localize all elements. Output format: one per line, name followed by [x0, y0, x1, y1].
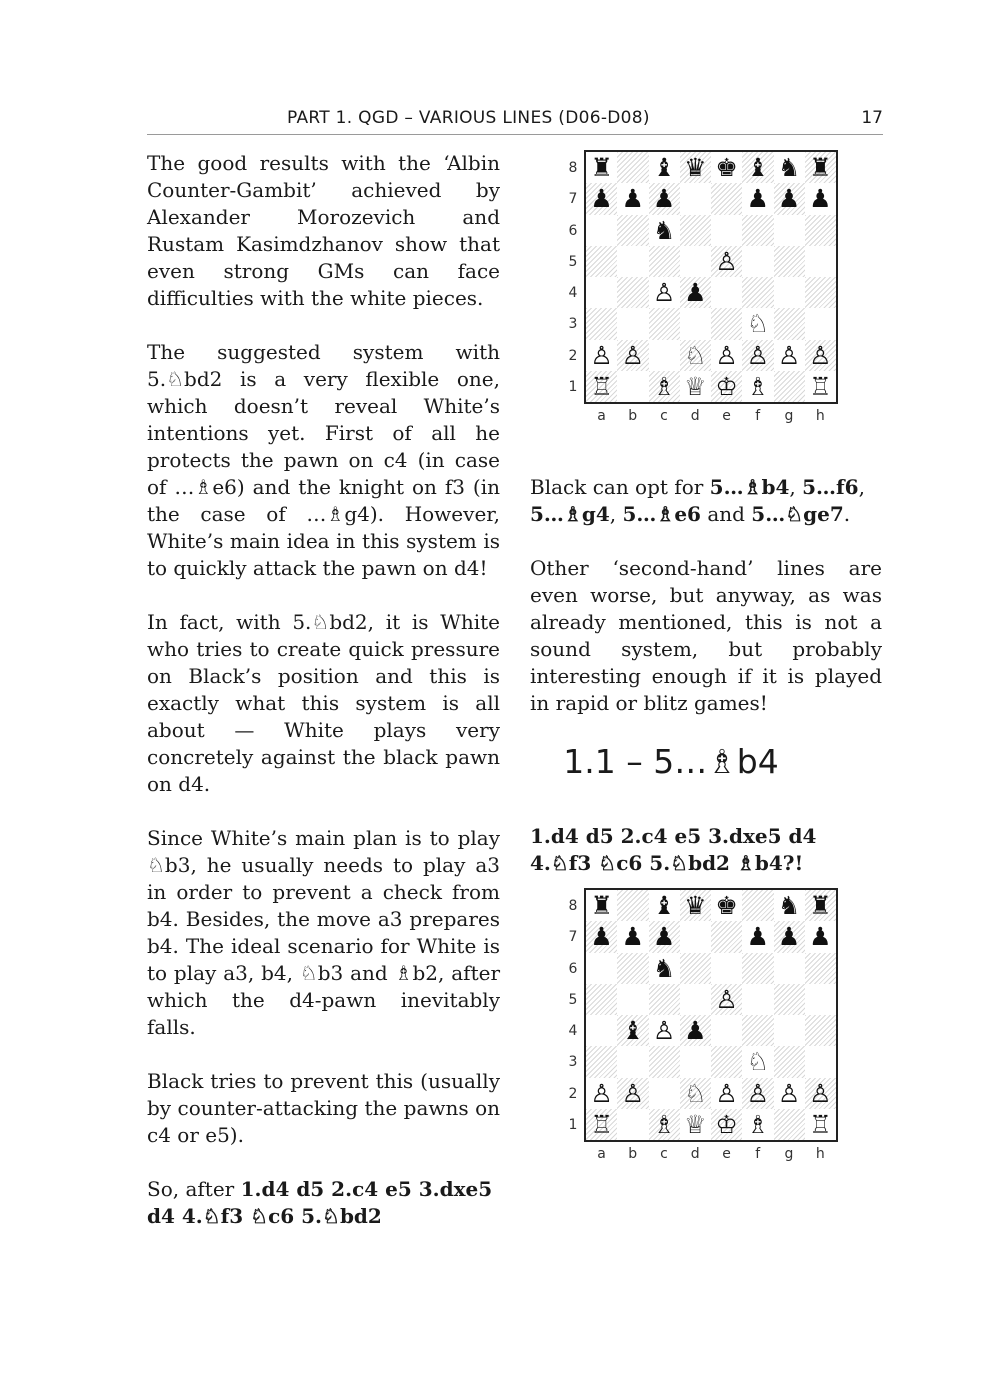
rank-label: 5 — [568, 253, 578, 270]
board-square — [742, 371, 773, 402]
chess-piece: ♚ — [715, 891, 738, 921]
board-square — [586, 277, 617, 308]
chess-piece: ♟ — [652, 184, 676, 214]
file-label: b — [628, 408, 638, 424]
rank-label: 1 — [568, 1116, 578, 1133]
chess-piece: ♙ — [715, 984, 738, 1014]
chess-piece: ♔ — [715, 371, 738, 401]
board-square — [649, 984, 680, 1015]
chess-piece: ♟ — [590, 184, 613, 214]
board-square — [649, 152, 680, 183]
board-square — [680, 371, 711, 402]
board-square — [680, 308, 711, 339]
board-square — [586, 1109, 617, 1140]
board-square — [774, 890, 805, 921]
file-label: f — [755, 1146, 761, 1162]
chess-piece: ♜ — [809, 891, 832, 921]
chess-piece: ♝ — [652, 153, 676, 183]
rank-label: 4 — [568, 285, 578, 301]
chess-piece: ♙ — [621, 1078, 645, 1108]
board-square — [680, 215, 711, 246]
board-square — [742, 1015, 773, 1046]
board-square — [617, 371, 648, 402]
rank-label: 2 — [568, 347, 578, 364]
board-square — [649, 890, 680, 921]
board-square — [649, 1109, 680, 1140]
board-square — [742, 308, 773, 339]
board-square — [805, 340, 836, 371]
file-label: a — [597, 1146, 606, 1162]
move: 5…f6 — [802, 475, 859, 499]
board-square — [711, 152, 742, 183]
rank-label: 5 — [568, 991, 578, 1008]
board-square — [617, 277, 648, 308]
board-square — [774, 340, 805, 371]
move-sequence-bold: 1.d4 d5 2.c4 e5 3.dxe5 d4 4.♘f3 ♘c6 5.♘bd2 ♗b4?! — [530, 824, 817, 875]
board-square — [805, 890, 836, 921]
board-square — [742, 1046, 773, 1077]
board-square — [774, 246, 805, 277]
chess-board — [584, 888, 838, 1142]
board-square — [649, 308, 680, 339]
chess-piece: ♞ — [777, 153, 801, 183]
chess-piece: ♟ — [684, 1016, 707, 1046]
file-label: d — [690, 1146, 700, 1162]
chess-piece: ♜ — [590, 153, 613, 183]
board-square — [742, 215, 773, 246]
board-square — [649, 1078, 680, 1109]
chess-piece: ♟ — [809, 184, 832, 214]
board-square — [805, 371, 836, 402]
chess-piece: ♟ — [809, 922, 832, 952]
board-square — [774, 921, 805, 952]
text-run: and — [700, 502, 752, 526]
chess-piece: ♙ — [809, 1078, 832, 1108]
chess-piece: ♙ — [715, 1078, 738, 1108]
chess-piece: ♗ — [746, 371, 770, 401]
board-square — [774, 152, 805, 183]
board-square — [774, 215, 805, 246]
rank-label: 8 — [568, 898, 578, 914]
file-label: c — [660, 1146, 668, 1162]
board-square — [805, 953, 836, 984]
board-square — [649, 921, 680, 952]
board-square — [617, 1109, 648, 1140]
board-square — [805, 1015, 836, 1046]
chess-piece: ♗ — [652, 1109, 676, 1139]
board-square — [617, 1046, 648, 1077]
board-square — [711, 953, 742, 984]
file-label: d — [690, 408, 700, 424]
chess-piece: ♘ — [746, 309, 770, 339]
board-square — [742, 1109, 773, 1140]
chess-piece: ♕ — [684, 1109, 707, 1139]
board-square — [742, 152, 773, 183]
board-square — [805, 1109, 836, 1140]
file-label: h — [815, 408, 825, 424]
paragraph: The good results with the ‘Albin Counter-Gambit’ achieved by Alexander Morozevich and Rustam Kasimdzhanov show that even strong GMs can face difficulties with the white pieces. — [147, 151, 500, 310]
file-label: b — [628, 1146, 638, 1162]
chess-piece: ♟ — [590, 922, 613, 952]
board-square — [649, 953, 680, 984]
board-square — [711, 308, 742, 339]
board-square — [680, 984, 711, 1015]
board-square — [586, 1015, 617, 1046]
chess-piece: ♙ — [809, 340, 832, 370]
chess-piece: ♙ — [777, 1078, 801, 1108]
board-square — [586, 152, 617, 183]
board-square — [680, 1109, 711, 1140]
paragraph — [530, 474, 882, 528]
section-heading: 1.1 – 5…♗b4 — [563, 742, 779, 781]
chess-piece: ♙ — [746, 1078, 770, 1108]
chess-piece: ♞ — [777, 891, 801, 921]
running-header — [147, 106, 883, 135]
chess-piece: ♖ — [809, 371, 832, 401]
chess-piece: ♙ — [590, 340, 613, 370]
text-run: . — [843, 502, 851, 526]
chess-piece: ♘ — [684, 340, 707, 370]
rank-label: 3 — [568, 316, 578, 333]
board-square — [774, 277, 805, 308]
board-square — [805, 246, 836, 277]
chess-piece: ♖ — [590, 371, 613, 401]
board-square — [586, 953, 617, 984]
board-square — [617, 953, 648, 984]
board-square — [649, 340, 680, 371]
paragraph-intro: So, after — [147, 1177, 241, 1201]
board-square — [649, 277, 680, 308]
board-square — [711, 215, 742, 246]
board-square — [805, 308, 836, 339]
board-square — [711, 1078, 742, 1109]
file-label: h — [815, 1146, 825, 1162]
chess-piece: ♝ — [621, 1016, 645, 1046]
board-square — [805, 152, 836, 183]
chess-piece: ♞ — [652, 215, 676, 245]
board-square — [805, 921, 836, 952]
chess-piece: ♟ — [652, 922, 676, 952]
board-square — [774, 1015, 805, 1046]
board-square — [742, 984, 773, 1015]
chess-piece: ♖ — [590, 1109, 613, 1139]
chess-piece: ♟ — [684, 278, 707, 308]
rank-label: 8 — [568, 160, 578, 176]
board-square — [649, 246, 680, 277]
board-square — [617, 183, 648, 214]
board-square — [680, 953, 711, 984]
file-label: f — [755, 408, 761, 424]
board-square — [711, 277, 742, 308]
board-square — [586, 308, 617, 339]
paragraph: In fact, with 5.♘bd2, it is White who tries to create quick pressure on Black’s position and this is exactly what this system is all about — White plays very concretely against the black pawn on d4. — [147, 610, 500, 796]
board-square — [680, 921, 711, 952]
rank-label: 7 — [568, 191, 578, 208]
move-sequence: 1.d4 d5 2.c4 e5 3.dxe5 d4 4.♘f3 ♘c6 5.♘bd2 — [147, 1177, 493, 1228]
rank-label: 4 — [568, 1023, 578, 1039]
board-square — [586, 984, 617, 1015]
board-square — [711, 1015, 742, 1046]
board-square — [711, 1046, 742, 1077]
rank-label: 3 — [568, 1054, 578, 1071]
chess-piece: ♗ — [746, 1109, 770, 1139]
board-square — [742, 246, 773, 277]
paragraph: The suggested system with 5.♘bd2 is a very flexible one, which doesn’t reveal White’s intentions yet. First of all he protects the pawn on c4 (in case of …♗e6) and the knight on f3 (in the case of …♗g4). However, White’s main idea in this system is to quickly attack the pawn on d4! — [147, 340, 500, 580]
board-square — [680, 1015, 711, 1046]
chess-piece: ♟ — [621, 922, 645, 952]
chess-piece: ♝ — [746, 153, 770, 183]
file-label: e — [722, 408, 731, 424]
move: 5…♗b4 — [709, 475, 790, 499]
board-square — [617, 308, 648, 339]
board-square — [586, 246, 617, 277]
board-square — [649, 371, 680, 402]
chess-piece: ♜ — [809, 153, 832, 183]
board-square — [711, 246, 742, 277]
board-square — [774, 953, 805, 984]
board-square — [805, 1046, 836, 1077]
board-square — [805, 215, 836, 246]
file-label: c — [660, 408, 668, 424]
chess-piece: ♚ — [715, 153, 738, 183]
file-label: g — [784, 1146, 794, 1162]
chess-piece: ♟ — [621, 184, 645, 214]
board-square — [649, 215, 680, 246]
chess-piece: ♟ — [746, 184, 770, 214]
right-column-top — [530, 474, 882, 744]
chess-piece: ♙ — [621, 340, 645, 370]
chess-piece: ♟ — [777, 184, 801, 214]
chess-piece: ♙ — [746, 340, 770, 370]
chess-piece: ♖ — [809, 1109, 832, 1139]
page-number: 17 — [861, 108, 883, 128]
running-title: PART 1. QGD – VARIOUS LINES (D06-D08) — [287, 108, 650, 128]
board-square — [617, 921, 648, 952]
board-square — [711, 1109, 742, 1140]
board-square — [586, 183, 617, 214]
board-square — [680, 340, 711, 371]
board-square — [586, 340, 617, 371]
board-square — [805, 984, 836, 1015]
file-label: a — [597, 408, 606, 424]
text-run: , — [789, 475, 803, 499]
board-square — [711, 921, 742, 952]
board-square — [617, 215, 648, 246]
paragraph: Black tries to prevent this (usually by counter-attacking the pawns on c4 or e5). — [147, 1069, 500, 1147]
board-square — [742, 1078, 773, 1109]
board-square — [586, 921, 617, 952]
board-square — [774, 984, 805, 1015]
file-label: e — [722, 1146, 731, 1162]
board-square — [711, 984, 742, 1015]
chess-piece: ♛ — [684, 891, 707, 921]
board-square — [586, 371, 617, 402]
chess-piece: ♙ — [777, 340, 801, 370]
board-square — [774, 371, 805, 402]
chess-piece: ♝ — [652, 891, 676, 921]
board-square — [774, 308, 805, 339]
board-square — [680, 890, 711, 921]
rank-label: 6 — [568, 222, 578, 239]
paragraph: Since White’s main plan is to play ♘b3, he usually needs to play a3 in order to prevent a check from b4. Besides, the move a3 prepares b4. The ideal scenario for White is to play a3, b4, ♘b3 and ♗b2, after which the d4-pawn inevitably falls. — [147, 826, 500, 1039]
chess-piece: ♙ — [652, 278, 676, 308]
chess-piece: ♙ — [652, 1016, 676, 1046]
chess-board — [584, 150, 838, 404]
board-square — [742, 183, 773, 214]
left-column — [147, 150, 500, 1257]
board-square — [680, 152, 711, 183]
board-square — [774, 1109, 805, 1140]
board-square — [617, 1078, 648, 1109]
chess-piece: ♟ — [777, 922, 801, 952]
chess-piece: ♕ — [684, 371, 707, 401]
text-run: Black can opt for — [530, 475, 710, 499]
board-square — [680, 183, 711, 214]
paragraph: Other ‘second-hand’ lines are even worse, but anyway, as was already mentioned, this is not a sound system, but probably interesting enough if it is played in rapid or blitz games! — [530, 556, 882, 715]
chess-piece: ♞ — [652, 953, 676, 983]
board-square — [617, 152, 648, 183]
board-square — [711, 183, 742, 214]
board-square — [680, 246, 711, 277]
board-square — [617, 246, 648, 277]
chess-piece: ♗ — [652, 371, 676, 401]
chess-piece: ♘ — [746, 1047, 770, 1077]
board-square — [680, 1078, 711, 1109]
move-sequence — [530, 823, 882, 877]
board-square — [617, 1015, 648, 1046]
board-square — [586, 215, 617, 246]
rank-label: 6 — [568, 960, 578, 977]
move: 5…♗g4 — [530, 502, 610, 526]
rank-label: 7 — [568, 929, 578, 946]
board-square — [742, 890, 773, 921]
chess-piece: ♟ — [746, 922, 770, 952]
board-square — [711, 371, 742, 402]
board-square — [586, 1078, 617, 1109]
board-square — [711, 340, 742, 371]
board-square — [586, 890, 617, 921]
board-square — [742, 953, 773, 984]
board-square — [774, 1046, 805, 1077]
chess-piece: ♛ — [684, 153, 707, 183]
board-square — [742, 277, 773, 308]
chess-piece: ♜ — [590, 891, 613, 921]
board-square — [617, 984, 648, 1015]
rank-label: 2 — [568, 1085, 578, 1102]
board-square — [774, 183, 805, 214]
board-square — [805, 277, 836, 308]
chess-piece: ♙ — [715, 340, 738, 370]
board-square — [649, 1015, 680, 1046]
board-square — [742, 340, 773, 371]
board-square — [805, 1078, 836, 1109]
chess-piece: ♘ — [684, 1078, 707, 1108]
file-label: g — [784, 408, 794, 424]
board-square — [742, 921, 773, 952]
move: 5…♗e6 — [622, 502, 701, 526]
board-square — [649, 183, 680, 214]
board-square — [617, 340, 648, 371]
chess-piece: ♔ — [715, 1109, 738, 1139]
board-square — [805, 183, 836, 214]
text-run: , — [858, 475, 865, 499]
board-square — [774, 1078, 805, 1109]
board-square — [649, 1046, 680, 1077]
chess-piece: ♙ — [715, 246, 738, 276]
text-run: , — [609, 502, 623, 526]
paragraph — [147, 1176, 500, 1230]
rank-label: 1 — [568, 378, 578, 395]
board-square — [617, 890, 648, 921]
board-square — [680, 277, 711, 308]
move: 5…♘ge7 — [751, 502, 844, 526]
board-square — [711, 890, 742, 921]
board-square — [680, 1046, 711, 1077]
board-square — [586, 1046, 617, 1077]
chess-piece: ♙ — [590, 1078, 613, 1108]
